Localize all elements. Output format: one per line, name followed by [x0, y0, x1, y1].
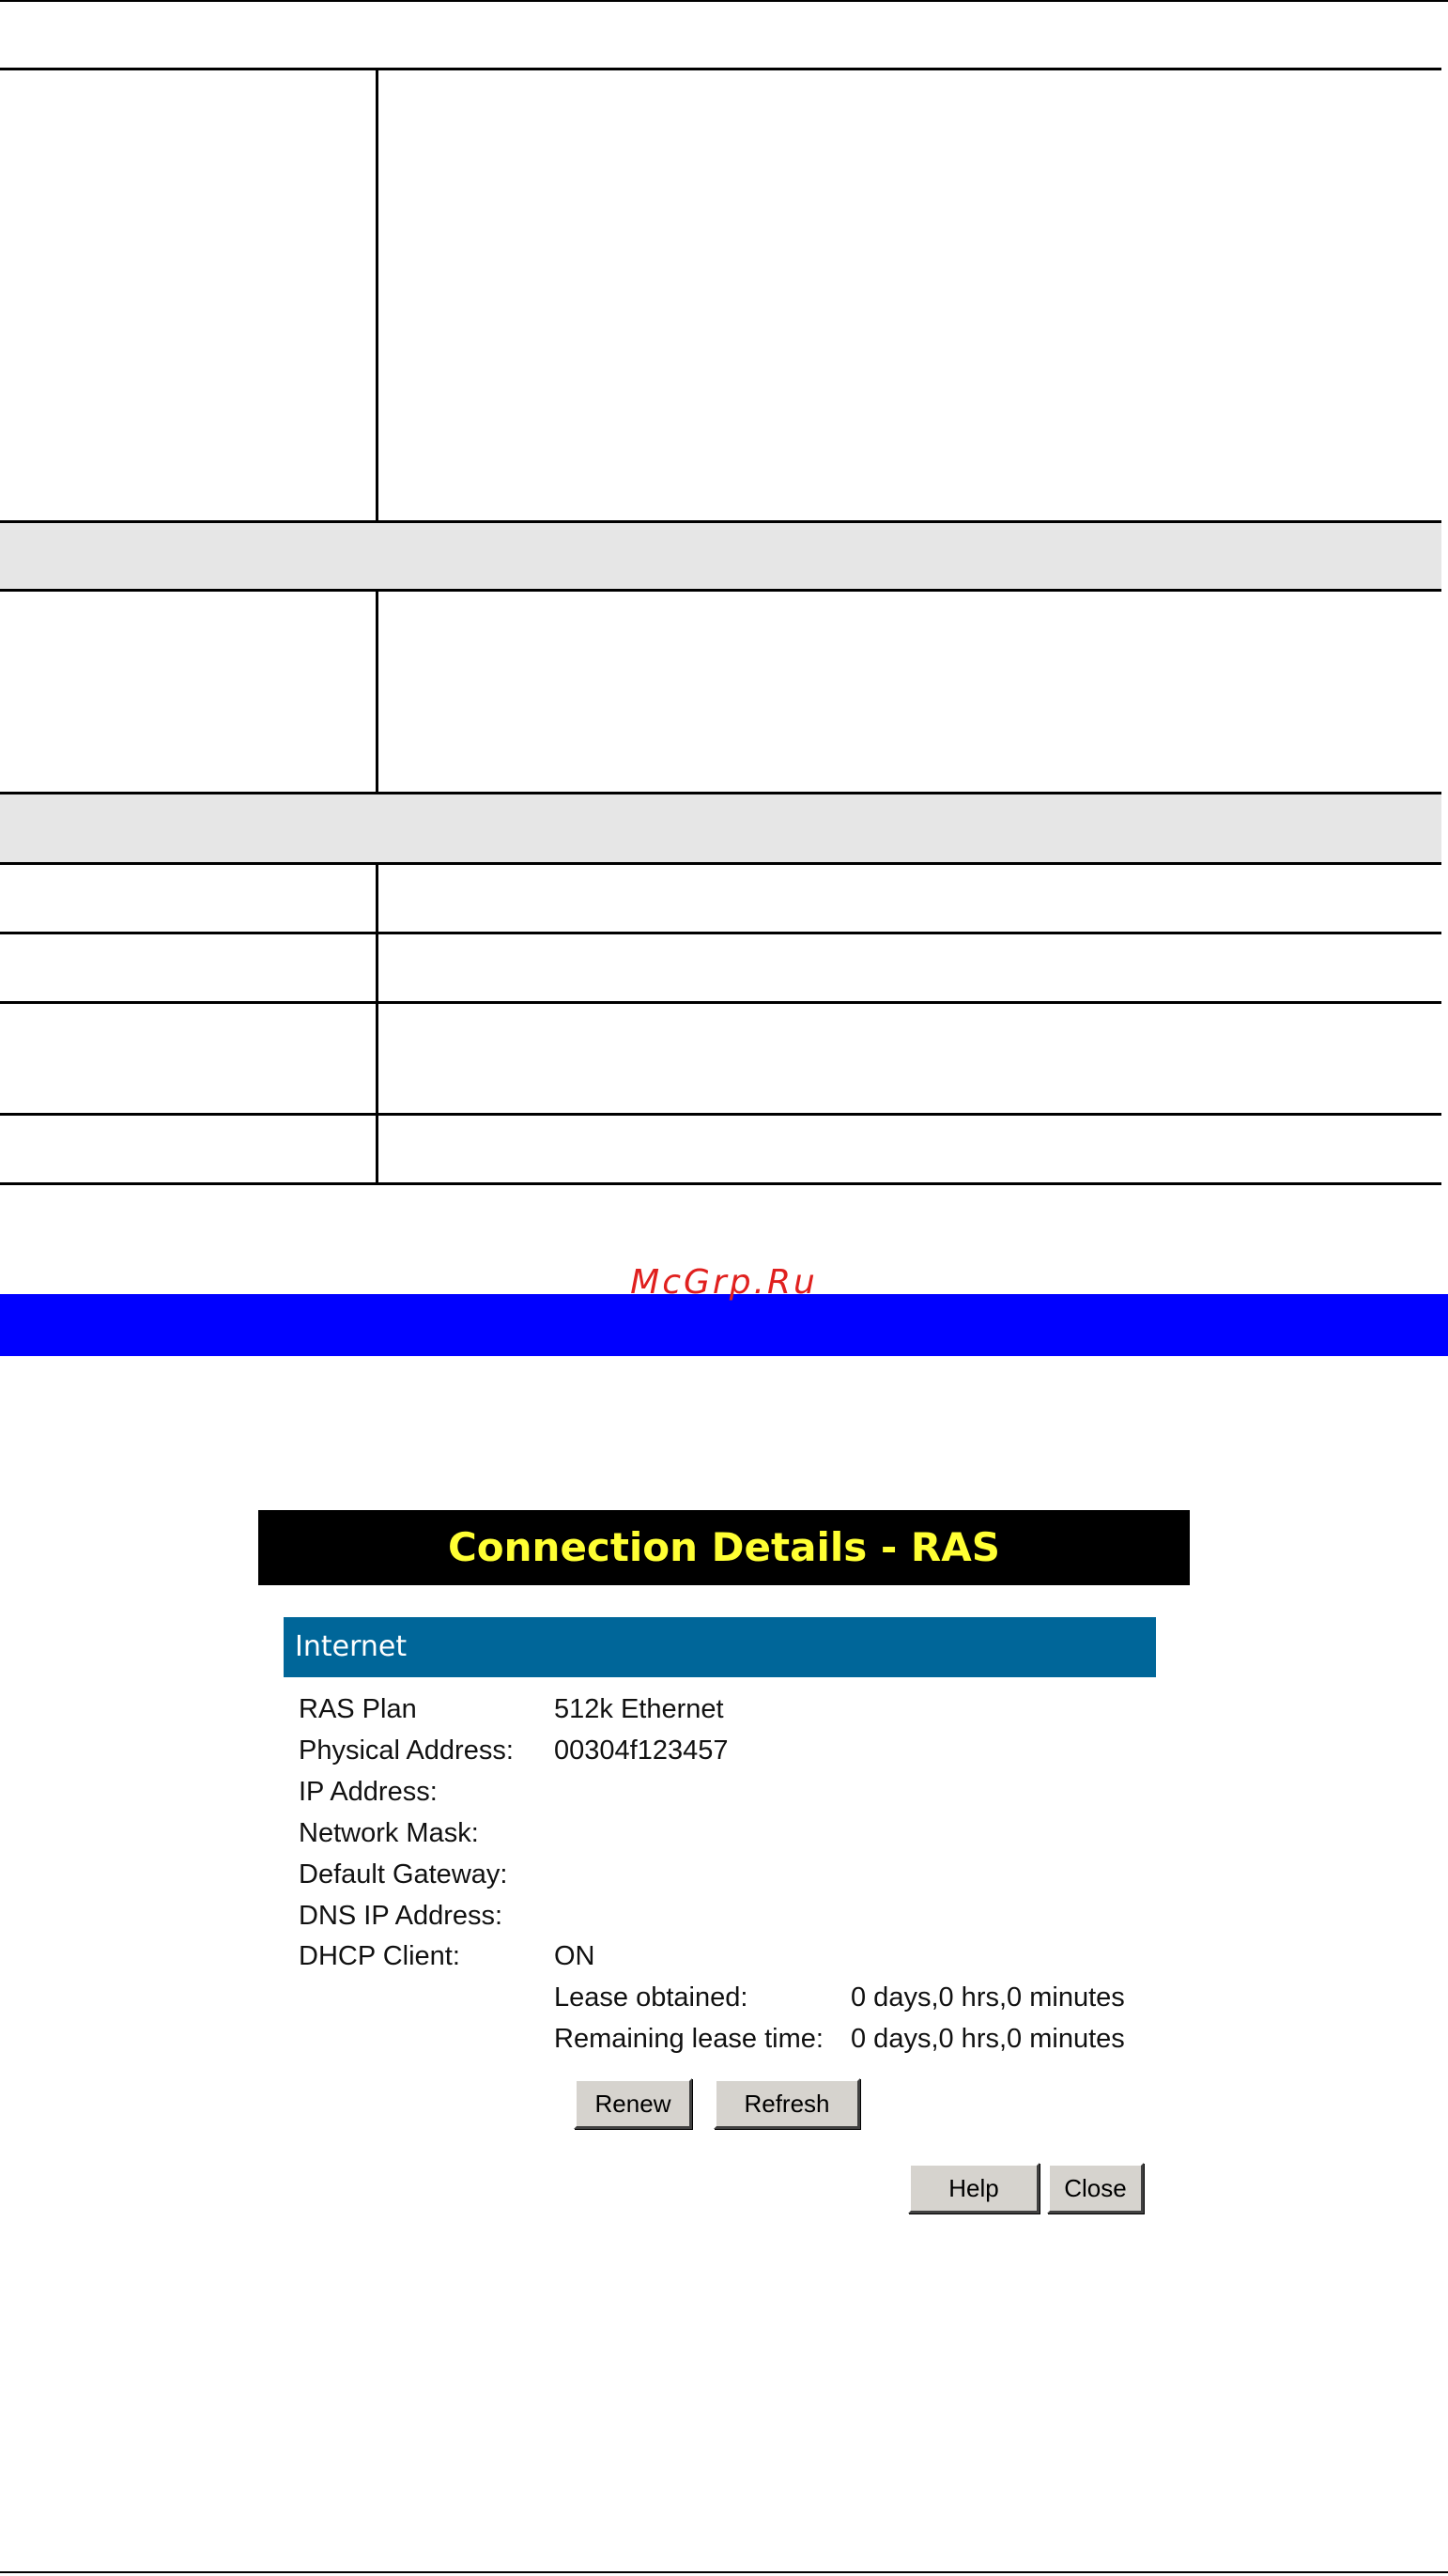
table-row-border: [0, 1001, 1441, 1004]
ras-plan-label: RAS Plan: [299, 1694, 417, 1724]
physical-address-label: Physical Address:: [299, 1735, 514, 1766]
table-top-border: [0, 68, 1441, 70]
table-section-row: [0, 794, 1441, 862]
ip-address-label: IP Address:: [299, 1777, 438, 1807]
watermark: McGrp.Ru: [630, 1263, 818, 1302]
network-mask-label: Network Mask:: [299, 1818, 479, 1848]
lease-obtained-value: 0 days,0 hrs,0 minutes: [851, 1982, 1125, 2013]
bottom-rule: [0, 2571, 1448, 2573]
table-column-divider: [376, 589, 378, 794]
top-rule: [0, 0, 1448, 2]
dialog-title: Connection Details - RAS: [258, 1510, 1190, 1585]
table-row-border: [0, 589, 1441, 592]
refresh-button[interactable]: Refresh: [714, 2078, 860, 2129]
close-button[interactable]: Close: [1047, 2163, 1144, 2214]
remaining-lease-label: Remaining lease time:: [554, 2024, 824, 2054]
table-row-border: [0, 792, 1441, 794]
table-row-border: [0, 1113, 1441, 1116]
default-gateway-label: Default Gateway:: [299, 1859, 508, 1890]
dhcp-client-value: ON: [554, 1941, 595, 1971]
remaining-lease-value: 0 days,0 hrs,0 minutes: [851, 2024, 1125, 2054]
table-column-divider: [376, 862, 378, 1184]
table-bottom-border: [0, 1182, 1441, 1185]
lease-obtained-label: Lease obtained:: [554, 1982, 748, 2013]
table-section-row: [0, 523, 1441, 589]
renew-button[interactable]: Renew: [574, 2078, 692, 2129]
dhcp-client-label: DHCP Client:: [299, 1941, 460, 1971]
dns-ip-address-label: DNS IP Address:: [299, 1901, 503, 1931]
table-row-border: [0, 520, 1441, 523]
table-column-divider: [376, 68, 378, 523]
table-row-border: [0, 932, 1441, 934]
internet-section-header: Internet: [284, 1617, 1156, 1677]
ras-plan-value: 512k Ethernet: [554, 1694, 724, 1724]
section-banner: [0, 1294, 1448, 1356]
help-button[interactable]: Help: [908, 2163, 1040, 2214]
table-row-border: [0, 862, 1441, 865]
physical-address-value: 00304f123457: [554, 1735, 729, 1766]
